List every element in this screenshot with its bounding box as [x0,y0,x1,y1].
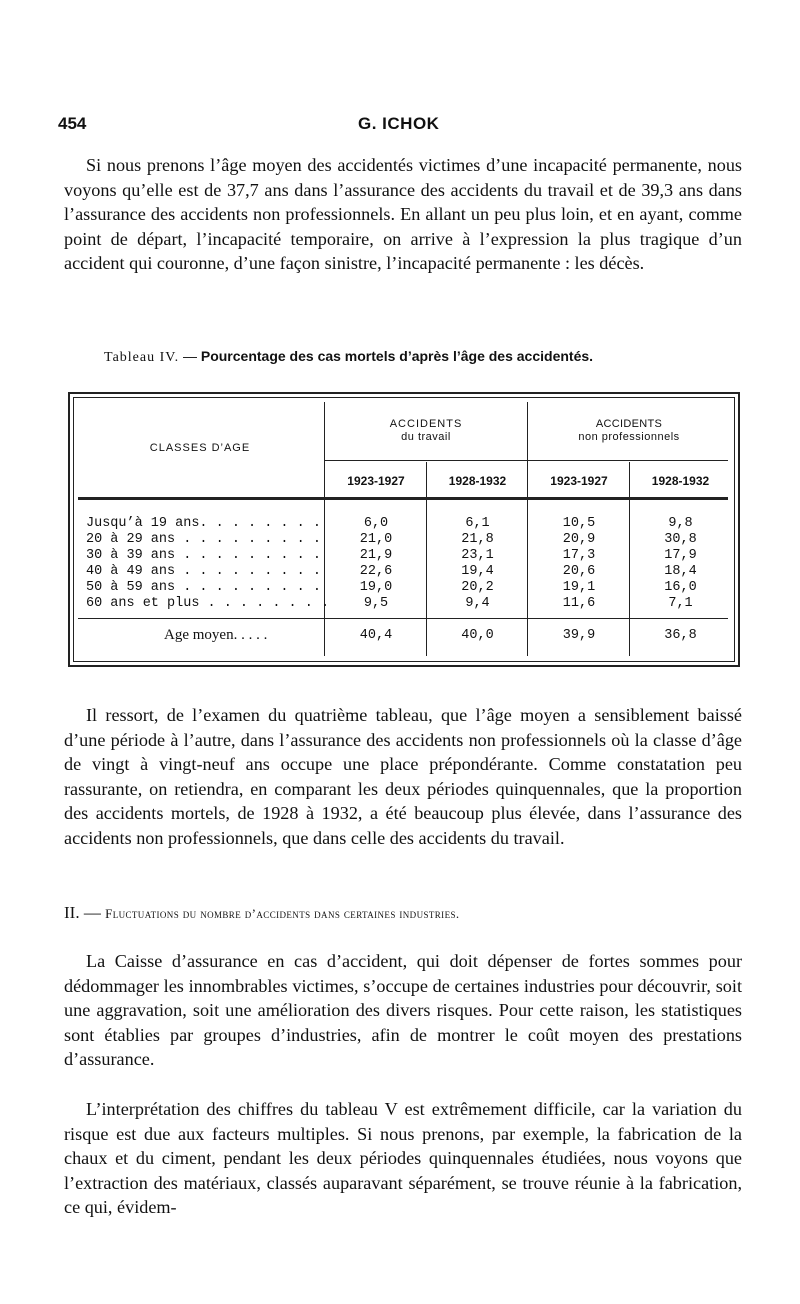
table-cell: 30,8 [664,532,697,547]
paragraph-interpretation: L’interprétation des chiffres du tableau V est extrêmement difficile, car la variation du risque est due aux facteurs multiples. Si nous prenons, par exemple, la fabrication de la chaux et du ciment, pendant les deux périodes quinquennales étudiées, nous voyons que l’extraction des matériaux, classés auparavant séparément, se trouve réunie à la fabrication, ce qui, évidem- [64,1099,742,1218]
row-label: 20 à 29 ans . . . . . . . . . [86,532,321,547]
table-cell: 21,9 [359,548,393,563]
table-cell: 21,0 [359,532,393,547]
table-cell: 20,6 [562,564,596,579]
table-cell: 19,0 [359,580,393,595]
classes-age-header: CLASSES D’AGE [149,442,251,454]
header-rule [324,460,728,461]
running-title-author: G. ICHOK [358,114,440,133]
table-cell: 9,5 [363,596,389,611]
running-header [58,114,742,142]
table-cell: 22,6 [359,564,393,579]
page-number: 454 [58,114,87,133]
period-header: 1923-1927 [347,474,405,488]
average-cell: 40,0 [461,628,494,643]
table-cell: 16,0 [664,580,697,595]
section-number: II. [64,903,80,922]
table-cell: 6,0 [363,516,389,531]
table-cell: 20,2 [461,580,494,595]
table-caption [104,348,744,366]
row-label: 50 à 59 ans . . . . . . . . . [86,580,321,595]
section-heading [64,903,744,923]
section-dash: — [83,903,101,922]
average-top-rule [78,618,728,619]
table-cell: 23,1 [461,548,494,563]
mortality-table [68,392,740,667]
average-cell: 39,9 [562,628,596,643]
row-label: 30 à 39 ans . . . . . . . . . [86,548,321,563]
table-cell: 19,1 [562,580,596,595]
table-cell: 17,3 [562,548,596,563]
group-nonpro-line2: non professionnels [578,431,680,443]
table-cell: 9,4 [465,596,490,611]
table-cell: 17,9 [664,548,697,563]
table-cell: 18,4 [664,564,697,579]
average-cell: 36,8 [664,628,697,643]
table-cell: 10,5 [562,516,596,531]
table-cell: 21,8 [461,532,494,547]
period-header: 1928-1932 [651,474,710,488]
paragraph-analysis: Il ressort, de l’examen du quatrième tableau, que l’âge moyen a sensiblement baissé d’une période à l’autre, dans l’assurance des accidents non professionnels où la classe d’âge de vingt à vingt-neuf ans occupe une place prépondérante. Comme constatation peu rassurante, on retiendra, en comparant les deux périodes quinquennales, que la proportion des accidents mortels, de 1928 à 1932, a été beaucoup plus élevée, dans l’assurance des accidents non professionnels, que dans celle des accidents du travail. [64,705,742,848]
group-travail-line2: du travail [401,431,451,443]
table-cell: 19,4 [461,564,494,579]
table-title: Pourcentage des cas mortels d’après l’âge des accidentés. [200,348,594,364]
row-label: 40 à 49 ans . . . . . . . . . [86,564,321,579]
table-cell: 20,9 [562,532,596,547]
paragraph-intro: Si nous prenons l’âge moyen des accidentés victimes d’une incapacité permanente, nous voyons qu’elle est de 37,7 ans dans l’assurance des accidents du travail et de 39,3 ans dans l’assurance des accidents non professionnels. En allant un peu plus loin, et en ayant, comme point de départ, l’incapacité temporaire, on arrive à l’expression la plus tragique d’un accident qui couronne, d’une façon sinistre, l’incapacité permanente : les décès. [64,155,742,274]
row-label: Jusqu’à 19 ans. . . . . . . . [86,516,321,531]
period-header: 1923-1927 [550,474,608,488]
header-bottom-rule [78,497,728,500]
row-label: 60 ans et plus . . . . . . . . [86,596,330,611]
group-travail-line1: ACCIDENTS [389,418,463,430]
table-cell: 11,6 [562,596,596,611]
period-header: 1928-1932 [448,474,507,488]
table-label: Tableau IV. [104,350,180,365]
section-title: Fluctuations du nombre d’accidents dans certaines industries. [105,906,460,921]
average-label: Age moyen. . . . . [164,627,268,643]
table-cell: 9,8 [668,516,693,531]
group-nonpro-line1: ACCIDENTS [595,418,663,430]
table-cell: 7,1 [668,596,693,611]
paragraph-caisse: La Caisse d’assurance en cas d’accident, qui doit dépenser de fortes sommes pour dédommager les innombrables victimes, s’occupe de certaines industries pour découvrir, soit une aggravation, soit une amélioration des divers risques. Pour cette raison, les statistiques sont établies par groupes d’industries, afin de montrer le coût moyen des prestations d’assurance. [64,951,742,1070]
average-cell: 40,4 [359,628,393,643]
caption-dash: — [182,348,197,364]
table-cell: 6,1 [465,516,490,531]
